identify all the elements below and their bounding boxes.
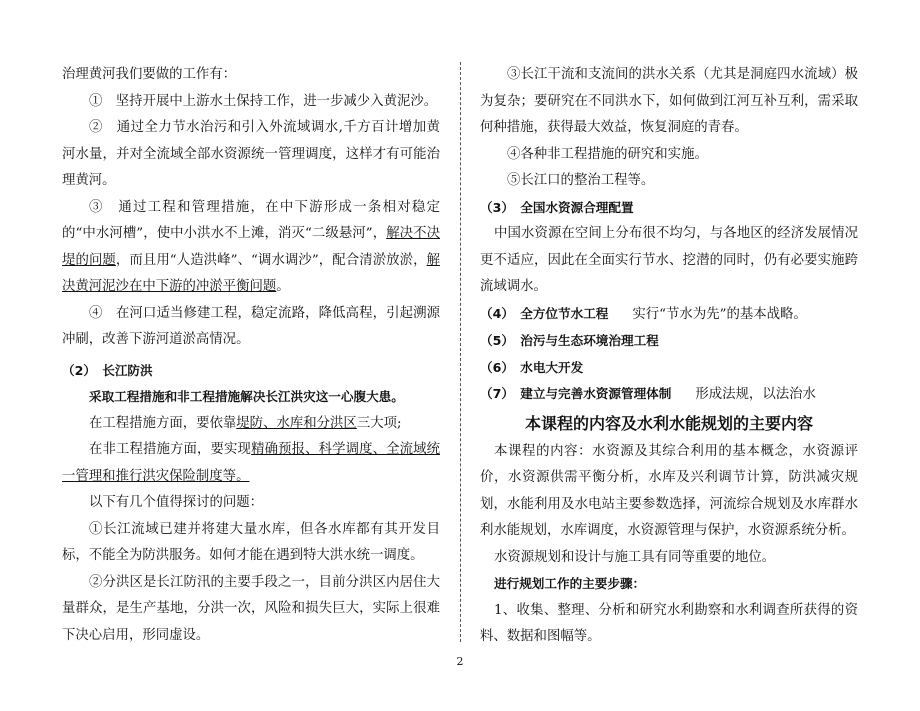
underlined-phrase: 解决不决堤的问题 xyxy=(62,226,441,268)
right-column xyxy=(480,62,858,651)
paragraph: 本课程的内容：水资源及其综合利用的基本概念，水资源评价，水资源供需平衡分析，水库及兴利调节计算，防洪减灾规划，水能利用及水电站主要参数选择，河流综合规划及水库群水利水能规划，水库调度，水资源管理与保护，水资源系统分析。 xyxy=(480,443,858,538)
list-item: 1、收集、整理、分析和研究水利勘察和水利调查所获得的资料、数据和图幅等。 xyxy=(480,602,858,644)
page-number: 2 xyxy=(456,655,464,668)
page-title: 本课程的内容及水利水能规划的主要内容 xyxy=(524,413,813,433)
bold-statement: 采取工程措施和非工程措施解决长江洪灾这一心腹大患。 xyxy=(89,389,404,404)
underlined-phrase: 精确预报、科学调度、全流域统一管理和推行洪灾保险制度等。 xyxy=(62,442,441,484)
list-item: ②分洪区是长江防汛的主要手段之一，目前分洪区内居住大量群众，是生产基地，分洪一次，风险和损失巨大，实际上很难下决心启用，形同虚设。 xyxy=(62,574,440,643)
paragraph: 中国水资源在空间上分布很不均匀，与各地区的经济发展情况更不适应，因此在全面实行节水、挖潜的同时，仍有必要实施跨流域调水。 xyxy=(480,226,858,294)
list-item: ⑤长江口的整治工程等。 xyxy=(507,173,655,188)
list-item: ③ 通过工程和管理措施，在中下游形成一条相对稳定的“中水河槽”，使中小洪水不上滩，消灭“二级悬河”，解决不决堤的问题，而且用“人造洪峰”、“调水调沙”，配合清淤放淤，解决黄河泥沙在中下游的冲淤平衡问题。 xyxy=(62,199,441,294)
list-item: ① 坚持开展中上游水土保持工作，进一步减少入黄泥沙。 xyxy=(89,93,438,109)
heading-note: 形成法规，以法治水 xyxy=(695,387,816,402)
section-heading: 进行规划工作的主要步骤： xyxy=(494,576,646,591)
section-heading: （5） 治污与生态环境治理工程 xyxy=(480,333,659,348)
paragraph: 治理黄河我们要做的工作有： xyxy=(62,67,237,82)
column-divider xyxy=(460,62,461,642)
underlined-phrase: 解决黄河泥沙在中下游的冲淤平衡问题 xyxy=(62,252,440,294)
left-column xyxy=(62,62,440,649)
list-item: ①长江流域已建并将建大量水库，但各水库都有其开发目标，不能全为防洪服务。如何才能在遇到特大洪水统一调度。 xyxy=(62,521,440,563)
section-heading: （4） 全方位节水工程 实行“节水为先”的基本战略。 xyxy=(480,305,807,322)
list-item: ④ 在河口适当修建工程，稳定流路，降低高程，引起溯源冲刷，改善下游河道淤高情况。 xyxy=(62,305,440,347)
list-item: ② 通过全力节水治污和引入外流域调水,千方百计增加黄河水量，并对全流域全部水资源统一管理调度，这样才有可能治理黄河。 xyxy=(62,120,440,188)
paragraph: 水资源规划和设计与施工具有同等重要的地位。 xyxy=(494,549,776,565)
list-item: ③长江干流和支流间的洪水关系（尤其是洞庭四水流域）极为复杂；要研究在不同洪水下，如何做到江河互补互利，需采取何种措施，获得最大效益，恢复洞庭的青春。 xyxy=(480,67,858,135)
paragraph: 以下有几个值得探讨的问题： xyxy=(89,495,264,510)
section-heading: （2） 长江防洪 xyxy=(62,362,153,378)
section-heading: （6） 水电大开发 xyxy=(480,359,584,375)
section-heading: （3） 全国水资源合理配置 xyxy=(480,199,634,215)
section-heading: （7） 建立与完善水资源管理体制 形成法规，以法治水 xyxy=(480,386,816,402)
paragraph: 在工程措施方面，要依靠堤防、水库和分洪区三大项; xyxy=(89,415,402,431)
paragraph: 在非工程措施方面，要实现精确预报、科学调度、全流域统一管理和推行洪灾保险制度等。 xyxy=(62,442,441,484)
underlined-phrase: 堤防、水库和分洪区 xyxy=(236,415,357,431)
heading-note: 实行“节水为先”的基本战略。 xyxy=(632,306,807,322)
list-item: ④各种非工程措施的研究和实施。 xyxy=(507,146,708,162)
